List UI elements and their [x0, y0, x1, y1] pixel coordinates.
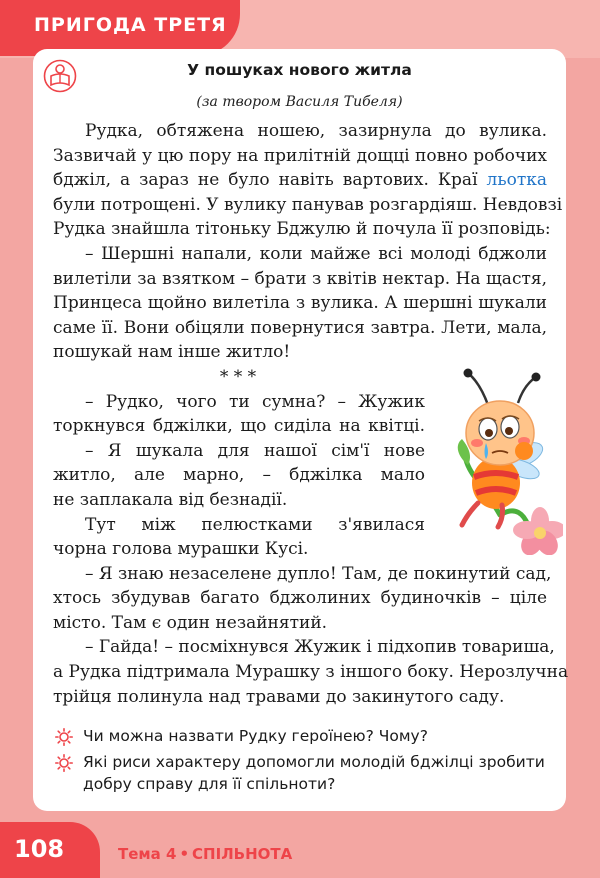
- page-footer: [0, 822, 600, 878]
- story-line: саме її. Вони обіцяли повернутися завтра. Лети, мала,: [53, 317, 547, 338]
- chapter-title: ПРИГОДА ТРЕТЯ: [34, 14, 227, 36]
- question-item: [55, 751, 555, 795]
- sun-icon: [55, 728, 73, 746]
- story-line: не заплакала від безнадії.: [53, 489, 288, 510]
- story-line: торкнувся бджілки, що сиділа на квітці.: [53, 416, 425, 437]
- theme-number: Тема 4: [118, 845, 177, 863]
- theme-name: СПІЛЬНОТА: [192, 845, 293, 863]
- content-card: [33, 49, 569, 811]
- story-line: пошукай нам інше житло!: [53, 342, 291, 363]
- story-line: Рудка знайшла тітоньку Бджулю й почула її розповідь:: [53, 219, 551, 240]
- theme-label: [118, 845, 292, 863]
- story-line: Рудка, обтяжена ношею, зазирнула до вулика.: [85, 121, 547, 141]
- header-tab: [0, 0, 240, 56]
- story-line: місто. Там є один незайнятий.: [53, 612, 328, 633]
- story-line: були потрощені. У вулику панував розгардіяш. Невдовзі: [53, 194, 563, 215]
- story-line: Зазвичай у цю пору на прилітній дощці повно робочих: [53, 145, 547, 166]
- theme-separator: •: [179, 845, 190, 863]
- page-badge: [0, 822, 100, 878]
- story-title: У пошуках нового житла: [187, 61, 412, 79]
- highlighted-word: льотка: [486, 170, 548, 191]
- question-text: Чи можна назвати Рудку героїнею? Чому?: [83, 727, 428, 745]
- story-line: чорна голова мурашки Кусі.: [53, 539, 309, 560]
- page-number: 108: [14, 835, 65, 863]
- story-line: бджіл, а зараз не було навіть вартових. Краї льотка: [53, 170, 548, 191]
- story-line: – Гайда! – посміхнувся Жужик і підхопив товариша,: [85, 637, 555, 658]
- story-line: житло, але марно, – бджілка мало: [53, 465, 425, 486]
- story-line: – Я шукала для нашої сім'ї нове: [85, 440, 425, 461]
- question-text: Які риси характеру допомогли молодій бджілці зробити добру справу для її спільноти?: [83, 753, 545, 793]
- story-line: трійця полинула над травами до закинутого саду.: [53, 686, 505, 707]
- story-line: а Рудка підтримала Мурашку з іншого боку. Нерозлучна: [53, 662, 569, 683]
- story-line: хтось збудував багато бджолиних будиночків – ціле: [53, 588, 547, 609]
- story-line: Принцеса щойно вилетіла з вулика. А шершні шукали: [53, 293, 547, 314]
- story-line: вилетіли за взятком – брати з квітів нектар. На щастя,: [53, 268, 547, 289]
- story-line: Тут між пелюстками з'явилася: [85, 514, 425, 535]
- story-line: – Я знаю незаселене дупло! Там, де покинутий сад,: [85, 563, 552, 584]
- questions-list: [55, 725, 555, 799]
- sun-icon: [55, 754, 73, 772]
- story-author: (за твором Василя Тибеля): [196, 94, 403, 110]
- story-line: – Рудко, чого ти сумна? – Жужик: [85, 391, 425, 412]
- question-item: [55, 725, 555, 747]
- story-line: – Шершні напали, коли майже всі молоді бджоли: [85, 243, 547, 264]
- sad-bee-on-flower-illustration: [428, 365, 563, 555]
- section-divider: * * *: [219, 366, 257, 387]
